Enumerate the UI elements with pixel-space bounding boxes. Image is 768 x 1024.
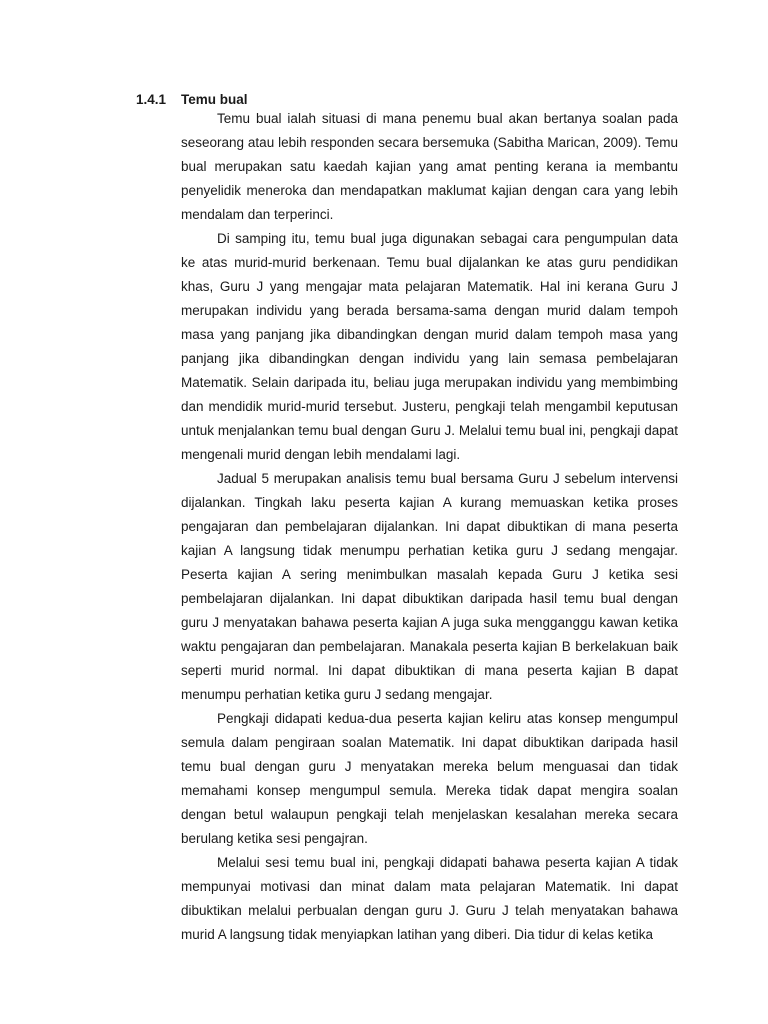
paragraph-data-collection: Di samping itu, temu bual juga digunakan sebagai cara pengumpulan data ke atas murid-murid berkenaan. Temu bual dijalankan ke atas guru pendidikan khas, Guru J yang mengajar mata pelajaran Matematik. Hal ini kerana Guru J merupakan individu yang berada bersama-sama dengan murid dalam tempoh masa yang panjang jika dibandingkan dengan murid dalam tempoh masa yang panjang jika dibandingkan dengan individu yang lain semasa pembelajaran Matematik. Selain daripada itu, beliau juga merupakan individu yang membimbing dan mendidik murid-murid tersebut. Justeru, pengkaji telah mengambil keputusan untuk menjalankan temu bual dengan Guru J. Melalui temu bual ini, pengkaji dapat mengenali murid dengan lebih mendalami lagi. bbox=[181, 231, 678, 462]
paragraph-concept-confusion: Pengkaji didapati kedua-dua peserta kajian keliru atas konsep mengumpul semula dalam pengiraan soalan Matematik. Ini dapat dibuktikan daripada hasil temu bual dengan guru J menyatakan mereka belum menguasai dan tidak memahami konsep mengumpul semula. Mereka tidak dapat mengira soalan dengan betul walaupun pengkaji telah menjelaskan kesalahan mereka secara berulang ketika sesi pengajran. bbox=[181, 711, 678, 846]
section-title: Temu bual bbox=[181, 92, 248, 107]
section-number: 1.4.1 bbox=[136, 92, 167, 107]
paragraph-motivation: Melalui sesi temu bual ini, pengkaji didapati bahawa peserta kajian A tidak mempunyai motivasi dan minat dalam mata pelajaran Matematik. Ini dapat dibuktikan melalui perbualan dengan guru J. Guru J telah menyatakan bahawa murid A langsung tidak menyiapkan latihan yang diberi. Dia tidur di kelas ketika bbox=[181, 855, 678, 942]
paragraph-definition: Temu bual ialah situasi di mana penemu bual akan bertanya soalan pada seseorang atau lebih responden secara bersemuka (Sabitha Marican, 2009). Temu bual merupakan satu kaedah kajian yang amat penting kerana ia membantu penyelidik meneroka dan mendapatkan maklumat kajian dengan cara yang lebih mendalam dan terperinci. bbox=[181, 111, 678, 222]
section-body bbox=[181, 107, 678, 947]
paragraph-table-analysis: Jadual 5 merupakan analisis temu bual bersama Guru J sebelum intervensi dijalankan. Tingkah laku peserta kajian A kurang memuaskan ketika proses pengajaran dan pembelajaran dijalankan. Ini dapat dibuktikan di mana peserta kajian A langsung tidak menumpu perhatian ketika guru J sedang mengajar. Peserta kajian A sering menimbulkan masalah kepada Guru J ketika sesi pembelajaran dijalankan. Ini dapat dibuktikan daripada hasil temu bual dengan guru J menyatakan bahawa peserta kajian A juga suka mengganggu kawan ketika waktu pengajaran dan pembelajaran. Manakala peserta kajian B berkelakuan baik seperti murid normal. Ini dapat dibuktikan di mana peserta kajian B dapat menumpu perhatian ketika guru J sedang mengajar. bbox=[181, 471, 678, 702]
